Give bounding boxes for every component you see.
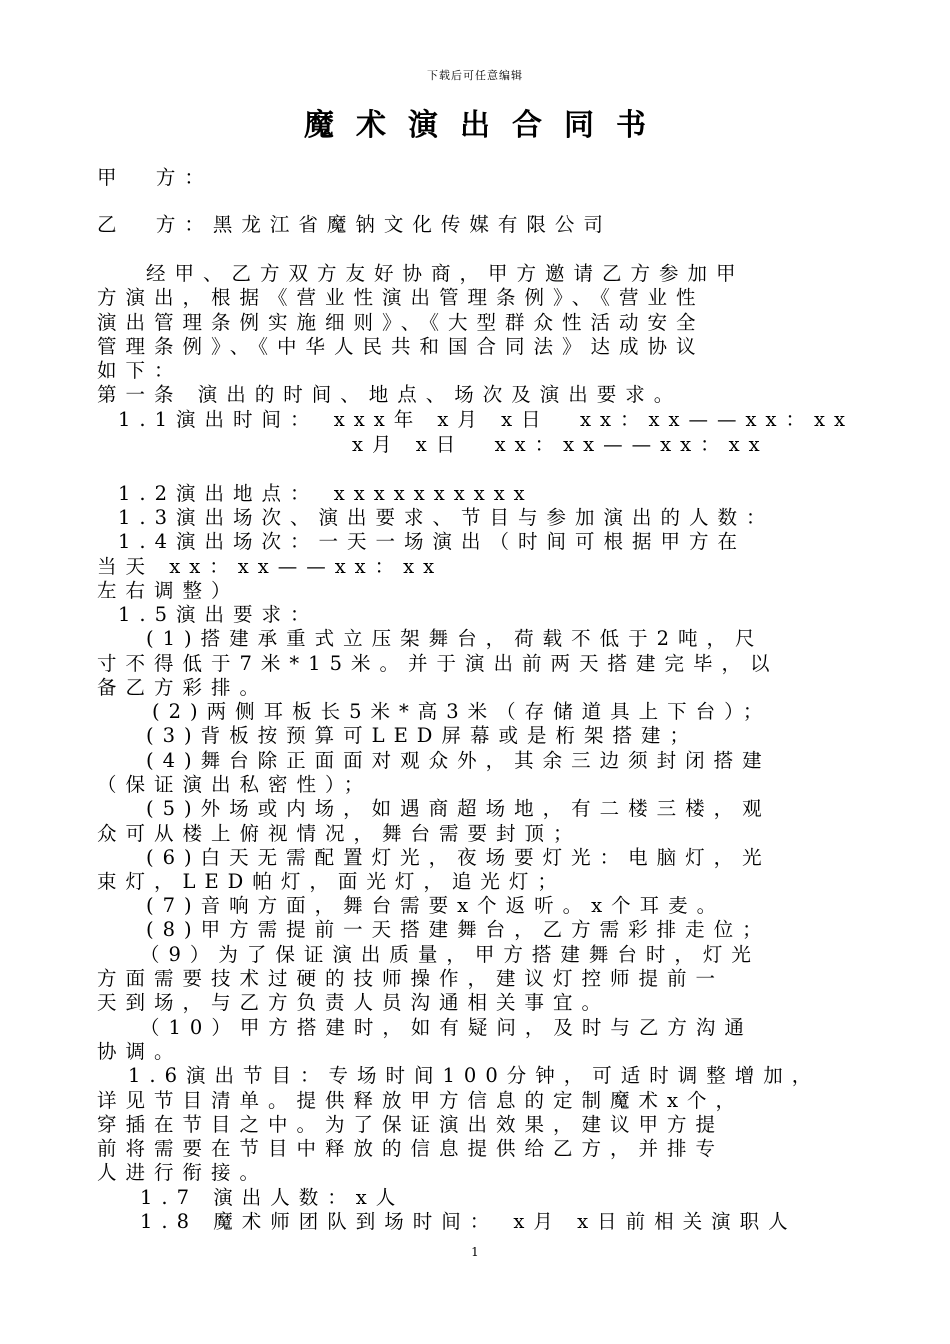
text-line: 1.3演出场次、演出要求、节目与参加演出的人数： [118,506,775,529]
text-line: 1.7 演出人数：x人 [140,1186,405,1209]
text-line: 管理条例》、《中华人民共和国合同法》达成协议 [97,335,705,358]
text-line: 穿插在节目之中。为了保证演出效果，建议甲方提 [97,1113,725,1136]
text-line: 1.8 魔术师团队到场时间： x月 x日前相关演职人 [140,1210,797,1233]
text-line: 甲 方： [97,166,213,189]
text-line: 天到场，与乙方负责人员沟通相关事宜。 [97,991,611,1014]
text-line: 协调。 [97,1040,183,1063]
text-line: 当天 xx：xx——xx：xx [97,555,444,578]
page-number: 1 [471,1245,479,1259]
text-line: 第一条 演出的时间、地点、场次及演出要求。 [97,383,683,406]
text-line: (7)音响方面，舞台需要x个返听。x个耳麦。 [146,894,726,917]
text-line: (8)甲方需提前一天搭建舞台，乙方需彩排走位； [146,918,771,941]
text-line: （9）为了保证演出质量，甲方搭建舞台时，灯光 [140,943,760,966]
text-line: 1.4演出场次：一天一场演出（时间可根据甲方在 [118,530,747,553]
text-line: 乙 方：黑龙江省魔钠文化传媒有限公司 [97,213,612,236]
text-line: 方演出，根据《营业性演出管理条例》、《营业性 [97,286,705,309]
text-line: x月 x日 xx：xx——xx：xx [352,433,769,456]
text-line: 1.1演出时间： xxx年 x月 x日 xx：xx——xx：xx [118,408,854,431]
header-note: 下载后可任意编辑 [427,69,523,82]
text-line: (1)搭建承重式立压架舞台，荷载不低于2吨，尺 [146,627,764,650]
text-line: 详见节目清单。提供释放甲方信息的定制魔术x个， [97,1089,744,1112]
text-line: （10）甲方搭建时，如有疑问，及时与乙方沟通 [140,1016,753,1039]
text-line: 方面需要技术过硬的技师操作，建议灯控师提前一 [97,967,725,990]
text-line: 1.6演出节目：专场时间100分钟，可适时调整增加， [128,1064,821,1087]
page-title: 魔术演出合同书 [304,108,668,143]
text-line: 1.5演出要求： [118,603,319,626]
text-line: 备乙方彩排。 [97,676,269,699]
text-line: 1.2演出地点： xxxxxxxxxx [118,482,534,505]
text-line: 演出管理条例实施细则》、《大型群众性活动安全 [97,311,705,334]
text-line: （保证演出私密性）； [97,773,373,796]
text-line: 经甲、乙方双方友好协商，甲方邀请乙方参加甲 [146,262,745,285]
text-line: 众可从楼上俯视情况，舞台需要封顶； [97,822,582,845]
text-line: 人进行衔接。 [97,1161,269,1184]
text-line: (4)舞台除正面面对观众外，其余三边须封闭搭建 [146,749,771,772]
text-line: 寸不得低于7米*15米。并于演出前两天搭建完毕，以 [97,652,779,675]
text-line: (6)白天无需配置灯光，夜场要灯光：电脑灯，光 [146,846,771,869]
text-line: 前将需要在节目中释放的信息提供给乙方，并排专 [97,1137,725,1160]
text-line: 束灯，LED帕灯，面光灯，追光灯； [97,870,566,893]
text-line: (5)外场或内场，如遇商超场地，有二楼三楼，观 [146,797,771,820]
text-line: 如下： [97,359,183,382]
text-line: 左右调整） [97,579,240,602]
text-line: (2)两侧耳板长5米*高3米（存储道具上下台）； [152,700,772,723]
text-line: (3)背板按预算可LED屏幕或是桁架搭建； [146,724,698,747]
